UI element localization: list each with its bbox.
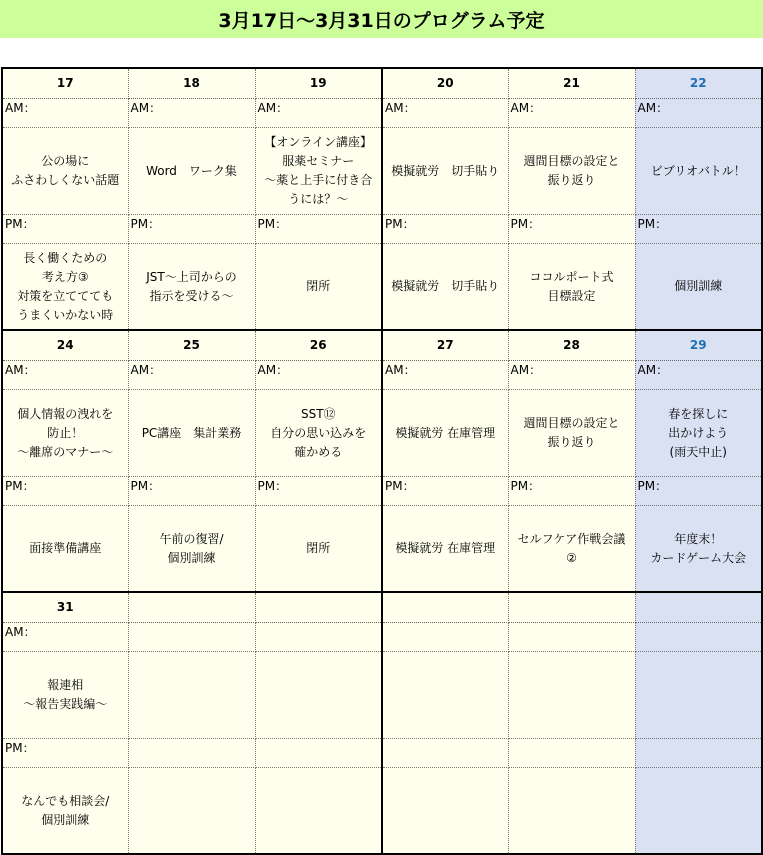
am-activity [395, 424, 495, 443]
day-number: 22 [689, 76, 707, 90]
day-date-cell [635, 68, 762, 99]
pm-label: PM： [510, 479, 541, 493]
am-label-cell [128, 623, 255, 652]
pm-label: PM： [5, 217, 35, 231]
activity-line: ふさわしくない話題 [11, 173, 120, 187]
activity-line: 模擬就労 切手貼り [391, 163, 500, 178]
day-number: 24 [56, 338, 74, 352]
activity-line: 模擬就労 在庫管理 [395, 425, 496, 440]
pm-label-cell [128, 739, 255, 768]
pm-activity-cell [128, 244, 255, 331]
am-label-cell [255, 623, 382, 652]
am-activity [391, 162, 499, 181]
am-label-cell [2, 361, 128, 390]
am-label-cell [508, 99, 635, 128]
pm-activity-cell [2, 506, 128, 593]
activity-line: 春を探しに [668, 406, 729, 421]
day-number: 31 [56, 600, 74, 614]
activity-line: 模擬就労 在庫管理 [395, 541, 496, 555]
week-am-activity-row [2, 128, 762, 215]
activity-line: 長く働くための [23, 250, 108, 265]
am-activity-cell [635, 390, 762, 477]
am-label: AM： [510, 363, 542, 377]
am-activity-cell [2, 390, 128, 477]
pm-activity-cell [508, 506, 635, 593]
activity-line: 考え方③ [41, 269, 89, 284]
pm-label: PM： [385, 479, 415, 493]
pm-label: PM： [257, 479, 288, 493]
am-activity [142, 424, 242, 443]
pm-activity-cell [382, 244, 508, 331]
pm-label: PM： [385, 217, 415, 231]
am-label: AM： [385, 363, 416, 377]
day-number: 18 [183, 76, 200, 90]
day-date-cell [382, 68, 508, 99]
pm-activity-cell [2, 244, 128, 331]
pm-activity [17, 249, 113, 325]
day-number: 26 [309, 338, 327, 352]
pm-label: PM： [510, 217, 541, 231]
activity-line: 個人情報の洩れを [17, 406, 114, 421]
am-activity-cell [128, 652, 255, 739]
am-activity-cell [508, 128, 635, 215]
activity-line: ～離席のマナー～ [17, 444, 114, 459]
activity-line: 振り返り [547, 173, 596, 187]
am-label: AM： [510, 101, 542, 115]
day-date-cell [508, 592, 635, 623]
week-date-row [2, 330, 762, 361]
pm-activity [306, 539, 330, 558]
activity-line: 指示を受ける～ [149, 288, 234, 303]
pm-label-cell [508, 477, 635, 506]
pm-label-cell [128, 215, 255, 244]
am-label-cell [508, 623, 635, 652]
am-activity [523, 414, 619, 452]
activity-line: 閉所 [306, 279, 331, 293]
am-label-cell [382, 99, 508, 128]
am-activity [270, 405, 366, 462]
am-activity-cell [255, 652, 382, 739]
day-date-cell [128, 592, 255, 623]
activity-line: 面接準備講座 [29, 541, 102, 555]
pm-activity [518, 530, 626, 568]
pm-label-cell [635, 739, 762, 768]
day-number: 25 [183, 338, 200, 352]
activity-line: 公の場に [41, 154, 90, 168]
day-date-cell [128, 68, 255, 99]
am-label: AM： [130, 363, 162, 377]
am-activity [668, 405, 728, 462]
day-number: 28 [563, 338, 580, 352]
am-label: AM： [130, 101, 162, 115]
activity-line: 個別訓練 [674, 279, 723, 293]
am-activity-cell [382, 652, 508, 739]
pm-label-cell [382, 477, 508, 506]
am-activity [651, 162, 746, 181]
pm-label-cell [635, 477, 762, 506]
am-activity-cell [508, 652, 635, 739]
pm-activity [29, 539, 101, 558]
activity-line: 目標設定 [547, 288, 596, 303]
pm-label-cell [128, 477, 255, 506]
week-date-row [2, 68, 762, 99]
day-date-cell [382, 592, 508, 623]
activity-line: ビブリオバトル！ [650, 163, 746, 178]
activity-line: (雨天中止) [669, 444, 727, 459]
am-activity-cell [255, 390, 382, 477]
activity-line: 模擬就労 切手貼り [391, 279, 500, 293]
pm-label: PM： [257, 217, 288, 231]
pm-label-cell [255, 739, 382, 768]
am-activity [23, 676, 107, 714]
week-pm-label-row [2, 739, 762, 768]
day-date-cell [128, 330, 255, 361]
am-activity [523, 152, 619, 190]
pm-activity [391, 277, 499, 296]
pm-activity [650, 530, 746, 568]
activity-line: 服薬セミナー [282, 154, 355, 168]
am-activity-cell [2, 128, 128, 215]
am-label: AM： [637, 363, 669, 377]
activity-line: 【オンライン講座】 [264, 135, 373, 149]
day-date-cell [635, 330, 762, 361]
week-am-label-row [2, 623, 762, 652]
activity-line: 週間目標の設定と [523, 154, 620, 168]
day-number: 21 [563, 76, 580, 90]
pm-activity [674, 277, 722, 296]
am-label-cell [128, 99, 255, 128]
activity-line: 閉所 [306, 541, 331, 555]
am-activity [11, 152, 119, 190]
day-date-cell [2, 330, 128, 361]
am-label-cell [2, 99, 128, 128]
page-title: 3月17日～3月31日のプログラム予定 [0, 0, 763, 38]
am-label-cell [255, 361, 382, 390]
activity-line: 個別訓練 [41, 812, 90, 827]
am-activity [146, 162, 237, 181]
activity-line: 報連相 [47, 678, 84, 692]
pm-label-cell [508, 215, 635, 244]
activity-line: 自分の思い込みを [270, 425, 367, 440]
am-label: AM： [637, 101, 669, 115]
am-label-cell [635, 361, 762, 390]
day-number: 17 [56, 76, 74, 90]
pm-label-cell [255, 477, 382, 506]
activity-line: ② [566, 550, 577, 565]
day-date-cell [2, 68, 128, 99]
am-label: AM： [385, 101, 416, 115]
am-label: AM： [5, 363, 36, 377]
pm-activity-cell [128, 506, 255, 593]
pm-activity [306, 277, 330, 296]
pm-label: PM： [5, 479, 35, 493]
activity-line: ココルポート式 [529, 269, 614, 284]
week-pm-label-row [2, 215, 762, 244]
pm-activity [159, 530, 223, 568]
am-label-cell [382, 361, 508, 390]
pm-label-cell [508, 739, 635, 768]
activity-line: うまくいかない時 [17, 307, 114, 322]
pm-activity [395, 539, 495, 558]
pm-label: PM： [130, 479, 161, 493]
day-number: 19 [309, 76, 327, 90]
am-activity-cell [508, 390, 635, 477]
am-activity-cell [2, 652, 128, 739]
pm-activity-cell [255, 506, 382, 593]
activity-line: 振り返り [547, 435, 596, 449]
am-label: AM： [5, 101, 36, 115]
pm-activity-cell [635, 244, 762, 331]
week-pm-label-row [2, 477, 762, 506]
activity-line: 出かけよう [668, 425, 729, 440]
am-activity [17, 405, 113, 462]
activity-line: 個別訓練 [167, 550, 216, 565]
week-pm-activity-row [2, 506, 762, 593]
day-date-cell [382, 330, 508, 361]
day-number: 27 [436, 338, 454, 352]
day-date-cell [255, 330, 382, 361]
am-label: AM： [5, 625, 36, 639]
activity-line: 対策を立ててても [17, 288, 114, 303]
day-date-cell [255, 592, 382, 623]
pm-label-cell [255, 215, 382, 244]
week-am-activity-row [2, 652, 762, 739]
week-am-activity-row [2, 390, 762, 477]
week-am-label-row [2, 99, 762, 128]
activity-line: なんでも相談会/ [21, 793, 110, 808]
pm-label-cell [2, 477, 128, 506]
activity-line: カードゲーム大会 [650, 550, 747, 565]
activity-line: 防止！ [47, 425, 84, 440]
pm-activity-cell [635, 506, 762, 593]
am-label-cell [2, 623, 128, 652]
week-am-label-row [2, 361, 762, 390]
am-label-cell [635, 99, 762, 128]
activity-line: ～報告実践編～ [23, 697, 108, 711]
am-label-cell [508, 361, 635, 390]
pm-label-cell [635, 215, 762, 244]
am-activity-cell [128, 390, 255, 477]
schedule-table [1, 67, 763, 855]
am-activity-cell [635, 652, 762, 739]
pm-activity-cell [255, 244, 382, 331]
day-date-cell [508, 68, 635, 99]
pm-label-cell [382, 215, 508, 244]
pm-activity-cell [382, 506, 508, 593]
am-label: AM： [257, 101, 289, 115]
activity-line: セルフケア作戦会議 [517, 531, 626, 546]
am-label-cell [382, 623, 508, 652]
week-date-row [2, 592, 762, 623]
day-date-cell [635, 592, 762, 623]
am-activity-cell [382, 390, 508, 477]
pm-label: PM： [637, 479, 668, 493]
day-date-cell [255, 68, 382, 99]
am-label-cell [635, 623, 762, 652]
pm-label: PM： [5, 741, 35, 755]
day-number: 20 [436, 76, 454, 90]
activity-line: 午前の復習/ [159, 531, 224, 546]
activity-line: PC講座 集計業務 [141, 425, 242, 440]
activity-line: JST～上司からの [146, 269, 237, 284]
pm-label-cell [2, 215, 128, 244]
pm-label: PM： [637, 217, 668, 231]
activity-line: 週間目標の設定と [523, 416, 620, 430]
pm-label-cell [2, 739, 128, 768]
am-activity-cell [635, 128, 762, 215]
am-label-cell [255, 99, 382, 128]
pm-activity [146, 268, 237, 306]
pm-label: PM： [130, 217, 161, 231]
activity-line: 年度末！ [674, 531, 723, 546]
week-pm-activity-row [2, 244, 762, 331]
activity-line: うには？～ [288, 192, 349, 206]
am-activity-cell [382, 128, 508, 215]
am-activity [264, 133, 372, 209]
activity-line: 確かめる [294, 444, 343, 459]
pm-activity-cell [508, 244, 635, 331]
activity-line: Word ワーク集 [146, 163, 237, 178]
activity-line: SST⑫ [300, 406, 336, 421]
day-number: 29 [689, 338, 707, 352]
day-date-cell [508, 330, 635, 361]
pm-label-cell [382, 739, 508, 768]
am-activity-cell [128, 128, 255, 215]
am-label: AM： [257, 363, 289, 377]
am-activity-cell [255, 128, 382, 215]
pm-activity [529, 268, 613, 306]
activity-line: ～薬と上手に付き合 [264, 173, 373, 187]
day-date-cell [2, 592, 128, 623]
am-label-cell [128, 361, 255, 390]
